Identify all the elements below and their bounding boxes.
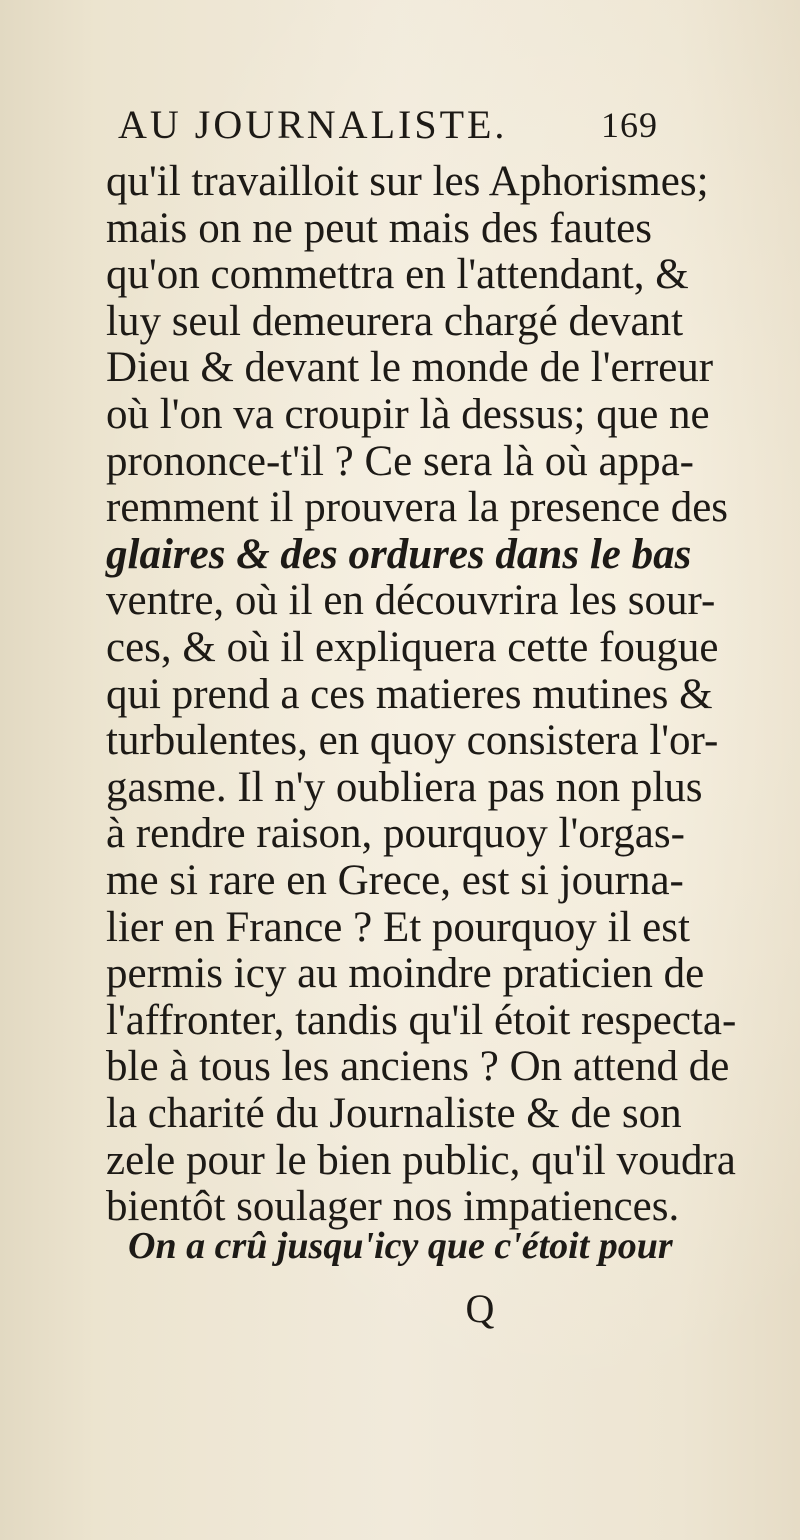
text-line: la charité du Journaliste & de son bbox=[106, 1090, 682, 1137]
text-line: lier en France ? Et pourquoy il est bbox=[106, 903, 690, 951]
running-head-title: AU JOURNALISTE. bbox=[118, 102, 508, 147]
text-line: qu'il travailloit sur les Aphorismes; bbox=[106, 158, 709, 205]
text-line: turbulentes, en quoy consistera l'or- bbox=[106, 717, 719, 765]
text-line: qu'on commettra en l'attendant, & bbox=[106, 251, 689, 299]
text-line: ces, & où il expliquera cette fougue bbox=[106, 624, 719, 671]
text-line: l'affronter, tandis qu'il étoit respecta- bbox=[106, 996, 737, 1044]
text-line: gasme. Il n'y oubliera pas non plus bbox=[106, 763, 703, 811]
text-line: qui prend a ces matieres mutines & bbox=[106, 670, 713, 718]
text-line: bientôt soulager nos impatiences. bbox=[106, 1183, 680, 1231]
signature-mark: Q bbox=[465, 1286, 495, 1331]
text-line: Dieu & devant le monde de l'erreur bbox=[106, 344, 714, 392]
text-line: luy seul demeurera chargé devant bbox=[106, 297, 684, 345]
text-line: mais on ne peut mais des fautes bbox=[106, 204, 652, 252]
text-line: à rendre raison, pourquoy l'orgas- bbox=[106, 810, 685, 858]
text-line: glaires & des ordures dans le bas bbox=[106, 530, 692, 578]
text-line: ventre, où il en découvrira les sour- bbox=[106, 577, 716, 625]
text-line: ble à tous les anciens ? On attend de bbox=[106, 1043, 730, 1091]
text-line: zele pour le bien public, qu'il voudra bbox=[106, 1136, 736, 1184]
catchword-line: On a crû jusqu'icy que c'étoit pour bbox=[128, 1225, 673, 1267]
text-line: remment il prouvera la presence des bbox=[106, 484, 729, 532]
text-line: prononce-t'il ? Ce sera là où appa- bbox=[106, 437, 694, 485]
text-line: où l'on va croupir là dessus; que ne bbox=[106, 391, 710, 438]
page-number: 169 bbox=[601, 105, 658, 145]
text-line: permis icy au moindre praticien de bbox=[106, 950, 705, 998]
text-line: me si rare en Grece, est si journa- bbox=[106, 857, 684, 904]
